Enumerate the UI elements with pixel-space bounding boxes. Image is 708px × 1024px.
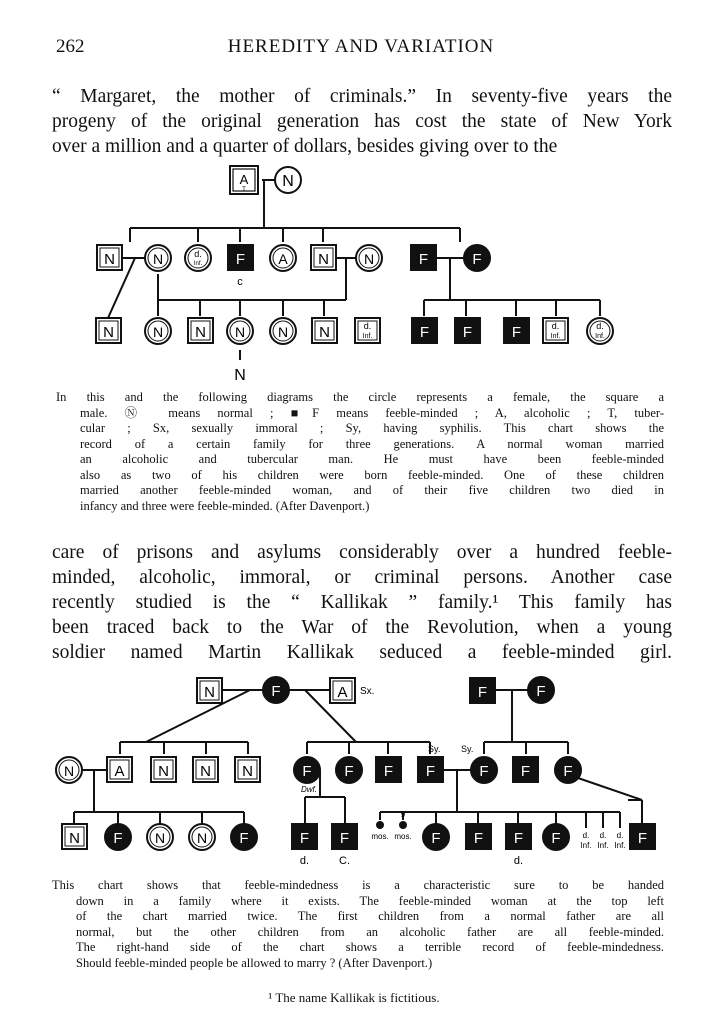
text-line: soldier named Martin Kallikak seduced a feeble-minded girl. — [52, 642, 672, 663]
symbol-letter: F — [419, 324, 430, 341]
symbol-letter: F — [513, 830, 524, 847]
caption-2 — [52, 878, 664, 971]
symbol-letter: N — [204, 684, 215, 701]
symbol-letter: N — [242, 763, 253, 780]
paragraph-1 — [52, 84, 672, 159]
label-mos: mos. — [394, 832, 412, 841]
label-c: C. — [339, 855, 350, 867]
caption-line: of the chart married twice. The first children from a normal father are all — [76, 909, 664, 923]
symbol-letter: F — [339, 830, 350, 847]
label-inf: Inf. — [597, 841, 609, 850]
symbol-letter: T — [242, 187, 246, 193]
symbol-letter: F — [520, 763, 531, 780]
symbol-letter: N — [363, 251, 375, 267]
paragraph-2 — [52, 540, 672, 665]
symbol-letter: F — [271, 683, 281, 700]
text-line: “ Margaret, the mother of criminals.” In seventy-five years the — [52, 86, 672, 107]
symbol-letter: F — [299, 830, 310, 847]
symbol-letter: Inf. — [550, 333, 561, 340]
symbol-letter: N — [234, 324, 246, 340]
text-line: minded, alcoholic, immoral, or criminal persons. Another case — [52, 567, 672, 588]
caption-line: cular ; Sx, sexually immoral ; Sy, having syphilis. This chart shows the — [80, 421, 664, 435]
caption-line: normal, but the other children from an alcoholic father are all feeble-minded. — [76, 924, 664, 939]
text-line: been traced back to the War of the Revolution, when a young — [52, 617, 672, 638]
caption-line: infancy and three were feeble-minded. (After Davenport.) — [80, 498, 370, 513]
symbol-letter: A — [114, 763, 125, 780]
symbol-letter: F — [418, 251, 429, 268]
symbol-letter: A — [239, 172, 249, 187]
symbol-letter: d. — [194, 249, 202, 259]
label-inf: Inf. — [580, 841, 592, 850]
running-title: HEREDITY AND VARIATION — [227, 36, 495, 57]
caption-line: This chart shows that feeble-mindedness is a characteristic sure to be handed — [52, 878, 664, 892]
text-line: over a million and a quarter of dollars, besides giving over to the — [52, 136, 558, 157]
symbol-letter: N — [154, 830, 166, 846]
text-line: recently studied is the “ Kallikak ” family.¹ This family has — [52, 592, 672, 613]
symbol-letter: A — [337, 684, 348, 701]
symbol-letter: Inf. — [193, 261, 203, 267]
label-mos: mos. — [371, 832, 389, 841]
caption-line: also as two of his children were born feeble-minded. One of these children — [80, 467, 664, 482]
symbol-letter: F — [637, 830, 648, 847]
symbol-letter: F — [511, 324, 522, 341]
symbol-letter: F — [113, 830, 123, 847]
symbol-letter: N — [152, 251, 164, 267]
label-sy: Sy. — [461, 744, 474, 754]
symbol-letter: c — [237, 276, 243, 288]
symbol-letter: N — [69, 830, 80, 847]
footnote: ¹ The name Kallikak is fictitious. — [268, 990, 440, 1005]
page-header — [56, 36, 666, 60]
symbol-letter: N — [319, 324, 330, 341]
pedigree-chart-2 — [0, 672, 708, 874]
symbol-letter: F — [472, 251, 482, 268]
caption-line: The right-hand side of the chart shows a terrible record of feeble-mindedness. — [76, 940, 664, 954]
label-d: d. — [582, 831, 590, 840]
symbol-letter: F — [536, 683, 546, 700]
label-dwf: Dwf. — [301, 785, 317, 794]
symbol-letter: F — [235, 251, 246, 268]
label-d: d. — [299, 855, 310, 867]
caption-line: male. Ⓝ means normal ; ■F means feeble-minded ; A, alcoholic ; T, tuber- — [80, 405, 664, 420]
caption-line: record of a certain family for three generations. A normal woman married — [80, 436, 664, 451]
caption-line: down in a family where it exists. The feeble-minded woman at the top left — [76, 893, 664, 908]
caption-line: In this and the following diagrams the circle represents a female, the square a — [56, 390, 664, 404]
caption-1 — [56, 390, 664, 514]
caption-line: an alcoholic and tubercular man. He must have been feeble-minded — [80, 452, 664, 466]
descendant-label: N — [234, 367, 246, 384]
symbol-letter: F — [302, 763, 312, 780]
label-inf: Inf. — [614, 841, 626, 850]
symbol-letter: F — [383, 763, 394, 780]
caption-line: married another feeble-minded woman, and of their five children two died in — [80, 483, 664, 497]
symbol-letter: N — [277, 324, 289, 340]
symbol-letter: N — [282, 173, 294, 190]
symbol-letter: F — [473, 830, 484, 847]
symbol-letter: F — [344, 763, 354, 780]
symbol-letter: F — [551, 830, 561, 847]
label-sy: Sy. — [428, 744, 441, 754]
symbol-letter: F — [477, 684, 488, 701]
label-9: 9 — [400, 810, 406, 819]
symbol-letter: F — [239, 830, 249, 847]
symbol-letter: d. — [551, 321, 560, 331]
symbol-letter: A — [278, 251, 288, 267]
symbol-letter: F — [431, 830, 441, 847]
page-number: 262 — [56, 36, 85, 57]
symbol-letter: F — [479, 763, 489, 780]
label-sx: Sx. — [360, 686, 375, 697]
symbol-letter: Inf. — [362, 333, 373, 340]
symbol-letter: d. — [363, 321, 372, 331]
symbol-letter: N — [318, 251, 329, 268]
label-d: d. — [599, 831, 607, 840]
label-d: d. — [616, 831, 624, 840]
symbol-letter: Inf. — [595, 333, 605, 340]
text-line: progeny of the original generation has cost the state of New York — [52, 111, 672, 132]
symbol-letter: N — [104, 251, 115, 268]
symbol-letter: F — [563, 763, 573, 780]
label-d: d. — [513, 855, 524, 867]
caption-line: Should feeble-minded people be allowed to marry ? (After Davenport.) — [76, 955, 433, 970]
symbol-letter: N — [200, 763, 211, 780]
symbol-letter: F — [462, 324, 473, 341]
symbol-letter: N — [63, 763, 75, 779]
symbol-letter: F — [425, 763, 436, 780]
symbol-letter: d. — [596, 321, 604, 331]
symbol-letter: N — [158, 763, 169, 780]
pedigree-chart-1 — [0, 160, 708, 385]
symbol-letter: N — [195, 324, 206, 341]
symbol-letter: N — [196, 830, 208, 846]
symbol-letter: N — [103, 324, 114, 341]
text-line: care of prisons and asylums considerably over a hundred feeble- — [52, 542, 672, 563]
symbol-letter: N — [152, 324, 164, 340]
